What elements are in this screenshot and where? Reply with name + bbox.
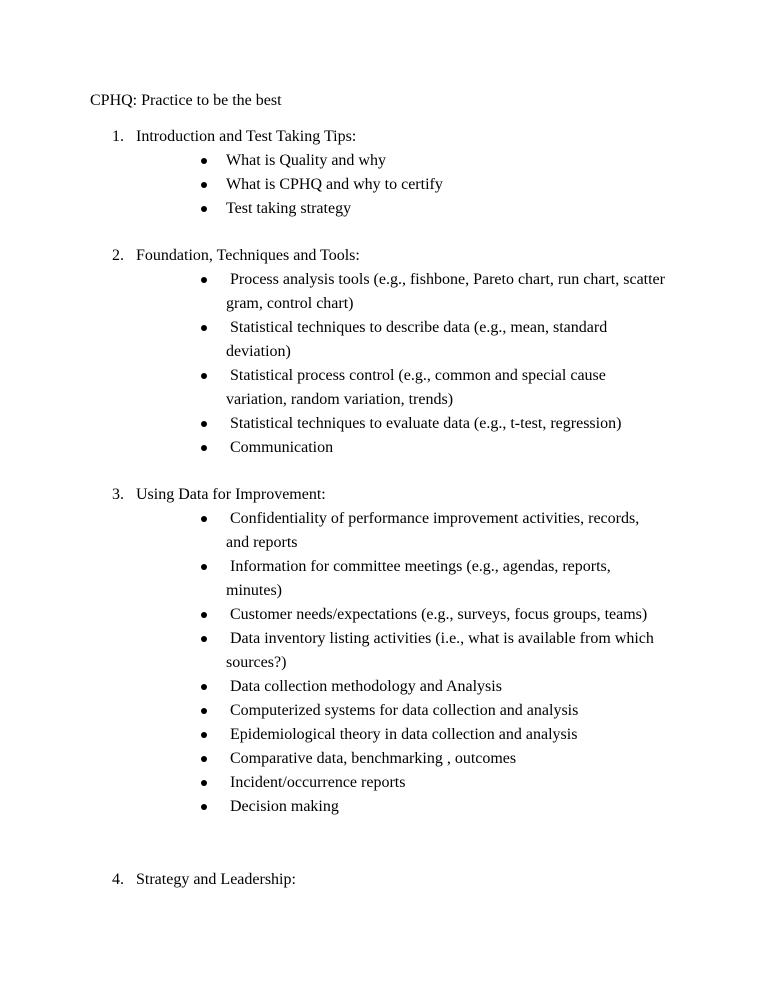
bullet-icon <box>201 684 207 690</box>
bullet-list <box>0 268 768 460</box>
list-item: Test taking strategy <box>0 197 666 221</box>
list-item: Process analysis tools (e.g., fishbone, Pareto chart, run chart, scatter gram, control chart) <box>0 268 666 316</box>
section-heading <box>112 485 326 505</box>
section-heading <box>112 246 360 266</box>
list-item: Confidentiality of performance improvement activities, records, and reports <box>0 507 666 555</box>
list-item: Epidemiological theory in data collection and analysis <box>0 723 666 747</box>
list-item: Communication <box>0 436 666 460</box>
bullet-icon <box>201 612 207 618</box>
list-item: Customer needs/expectations (e.g., surveys, focus groups, teams) <box>0 603 666 627</box>
list-item: Comparative data, benchmarking , outcomes <box>0 747 666 771</box>
list-item: Data inventory listing activities (i.e., what is available from which sources?) <box>0 627 666 675</box>
list-item: Information for committee meetings (e.g., agendas, reports, minutes) <box>0 555 666 603</box>
bullet-icon <box>201 756 207 762</box>
list-item: Decision making <box>0 795 666 819</box>
section-number: 1. <box>112 128 124 145</box>
list-item: Statistical techniques to evaluate data (e.g., t-test, regression) <box>0 412 666 436</box>
list-item: Data collection methodology and Analysis <box>0 675 666 699</box>
section-heading <box>112 127 356 147</box>
bullet-icon <box>201 277 207 283</box>
bullet-icon <box>201 708 207 714</box>
list-item: Statistical techniques to describe data (e.g., mean, standard deviation) <box>0 316 666 364</box>
bullet-icon <box>201 325 207 331</box>
bullet-icon <box>201 445 207 451</box>
section-number: 4. <box>112 871 124 888</box>
section-title: Foundation, Techniques and Tools: <box>136 247 360 264</box>
bullet-list <box>0 507 768 819</box>
bullet-icon <box>201 421 207 427</box>
document-title: CPHQ: Practice to be the best <box>90 92 282 109</box>
section-title: Strategy and Leadership: <box>136 871 296 888</box>
bullet-icon <box>201 780 207 786</box>
section-title: Introduction and Test Taking Tips: <box>136 128 357 145</box>
list-item: Incident/occurrence reports <box>0 771 666 795</box>
bullet-icon <box>201 804 207 810</box>
bullet-icon <box>201 564 207 570</box>
bullet-list <box>0 149 768 221</box>
section-number: 3. <box>112 486 124 503</box>
bullet-icon <box>201 182 207 188</box>
list-item: Statistical process control (e.g., common and special cause variation, random variation, trends) <box>0 364 666 412</box>
section-heading <box>112 870 296 890</box>
bullet-icon <box>201 206 207 212</box>
bullet-icon <box>201 373 207 379</box>
list-item: What is Quality and why <box>0 149 666 173</box>
bullet-icon <box>201 516 207 522</box>
bullet-icon <box>201 636 207 642</box>
bullet-icon <box>201 732 207 738</box>
list-item: What is CPHQ and why to certify <box>0 173 666 197</box>
list-item: Computerized systems for data collection and analysis <box>0 699 666 723</box>
section-number: 2. <box>112 247 124 264</box>
bullet-icon <box>201 158 207 164</box>
section-title: Using Data for Improvement: <box>136 486 326 503</box>
